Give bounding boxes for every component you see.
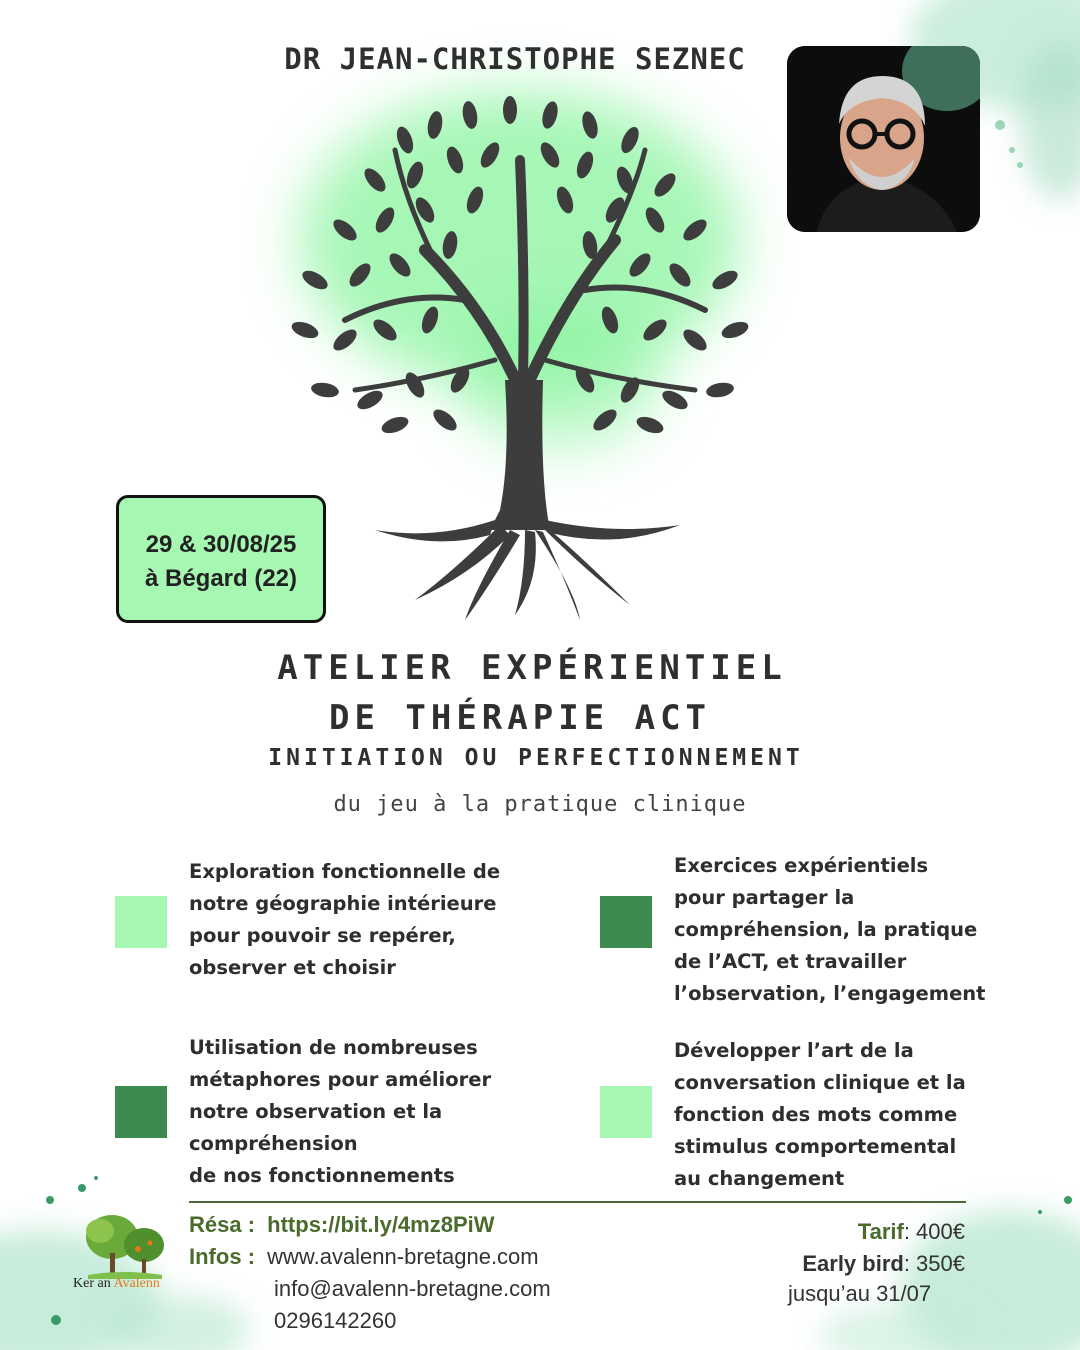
speaker-name: DR JEAN-CHRISTOPHE SEZNEC <box>284 42 746 76</box>
email-link[interactable]: info@avalenn-bretagne.com <box>274 1276 551 1301</box>
infos-label: Infos <box>189 1244 242 1269</box>
early-bird-value: : 350€ <box>903 1251 965 1276</box>
bullet-marker-4 <box>600 1086 652 1138</box>
logo-text-part2: Avalenn <box>113 1276 160 1291</box>
title-line-1: ATELIER EXPÉRIENTIEL <box>277 648 787 688</box>
pricing-block <box>802 1216 965 1280</box>
subtitle: INITIATION OU PERFECTIONNEMENT <box>268 745 804 771</box>
bullet-marker-2 <box>600 896 652 948</box>
tagline: du jeu à la pratique clinique <box>333 792 747 817</box>
infos-line <box>189 1244 539 1270</box>
logo-text-part1: Ker an <box>73 1276 111 1291</box>
bullet-text-3: Utilisation de nombreuses métaphores pour améliorer notre observation et la compréhension de nos fonctionnements <box>189 1036 492 1187</box>
tree-illustration <box>285 80 755 620</box>
reservation-link[interactable]: https://bit.ly/4mz8PiW <box>267 1212 495 1237</box>
bullet-text-2: Exercices expérientiels pour partager la compréhension, la pratique de l’ACT, et travailler l’observation, l’engagement <box>674 854 986 1005</box>
tarif-value: : 400€ <box>903 1219 965 1244</box>
bullet-text-1: Exploration fonctionnelle de notre géographie intérieure pour pouvoir se repérer, observer et choisir <box>189 860 501 979</box>
infos-separator: : <box>247 1244 256 1269</box>
resa-separator: : <box>247 1212 256 1237</box>
speaker-photo <box>787 46 980 232</box>
bullet-marker-1 <box>115 896 167 948</box>
early-bird-deadline: jusqu’au 31/07 <box>788 1281 932 1306</box>
bullet-text-4: Développer l’art de la conversation clinique et la fonction des mots comme stimulus comportemental au changement <box>674 1039 966 1190</box>
website-link[interactable]: www.avalenn-bretagne.com <box>267 1244 539 1269</box>
event-date-box <box>116 495 326 623</box>
bullet-marker-3 <box>115 1086 167 1138</box>
event-dates: 29 & 30/08/25 <box>145 531 297 558</box>
event-location: à Bégard (22) <box>144 565 298 592</box>
phone-number: 0296142260 <box>274 1308 397 1333</box>
early-bird-label: Early bird <box>802 1251 904 1276</box>
logo-text <box>73 1276 160 1292</box>
resa-label: Résa <box>189 1212 242 1237</box>
tarif-label: Tarif <box>857 1219 904 1244</box>
footer-divider <box>189 1201 966 1203</box>
reservation-line <box>189 1212 495 1238</box>
title-line-2: DE THÉRAPIE ACT <box>328 698 712 738</box>
